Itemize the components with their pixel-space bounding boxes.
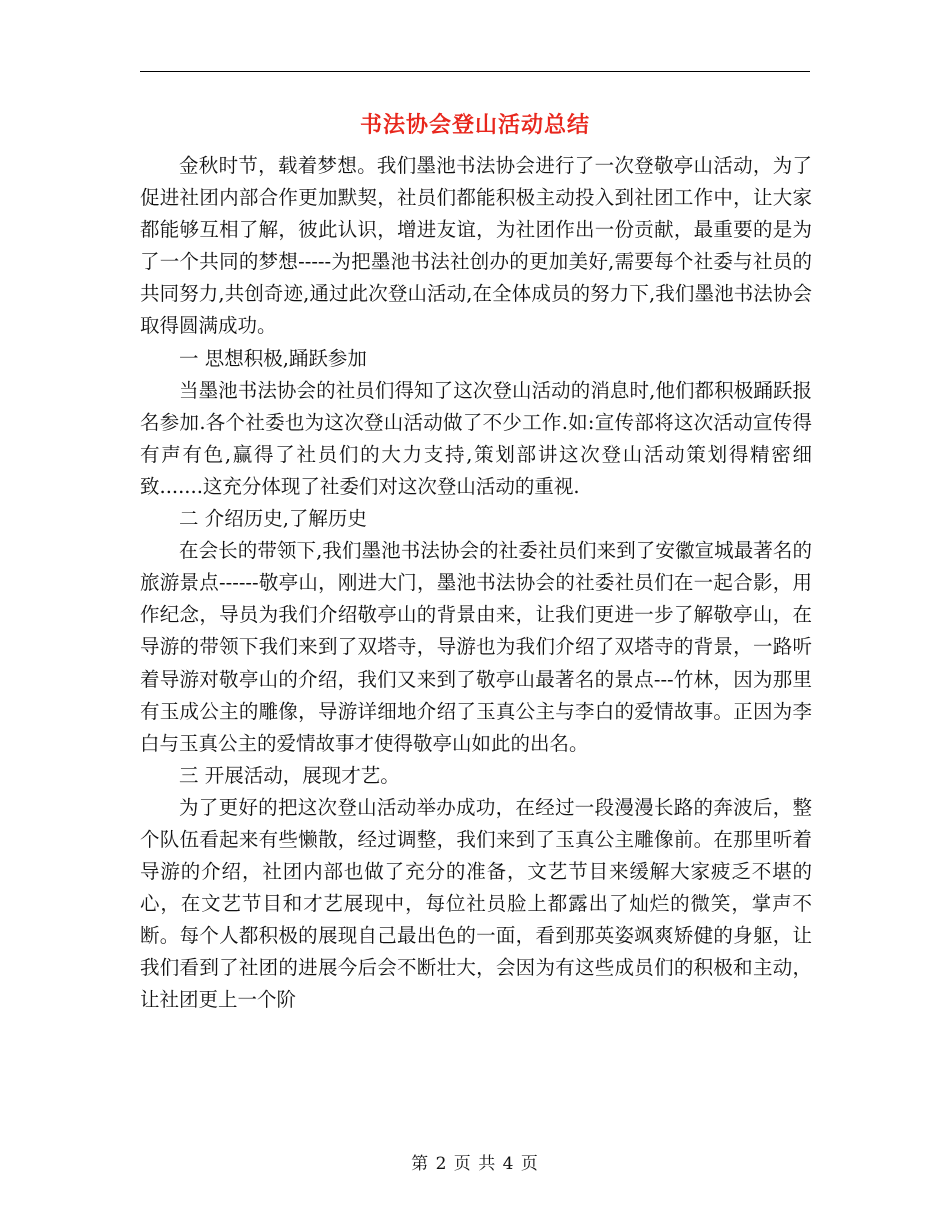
paragraph-section-3: 为了更好的把这次登山活动举办成功，在经过一段漫漫长路的奔波后，整个队伍看起来有些懒散，经过调整，我们来到了玉真公主雕像前。在那里听着导游的介绍，社团内部也做了充分的准备，文艺节目来缓解大家疲乏不堪的心，在文艺节目和才艺展现中，每位社员脸上都露出了灿烂的微笑，掌声不断。每个人都积极的展现自己最出色的一面，看到那英姿飒爽矫健的身躯，让我们看到了社团的进展今后会不断壮大，会因为有这些成员们的积极和主动，让社团更上一个阶 — [140, 795, 812, 1012]
page-number-footer: 第 2 页 共 4 页 — [411, 1154, 539, 1174]
section-heading-3: 三 开展活动，展现才艺。 — [179, 763, 400, 787]
paragraph-section-1: 当墨池书法协会的社员们得知了这次登山活动的消息时,他们都积极踊跃报名参加.各个社委也为这次登山活动做了不少工作.如:宣传部将这次活动宣传得有声有色,赢得了社员们的大力支持,策划部讲这次登山活动策划得精密细致.......这充分体现了社委们对这次登山活动的重视. — [140, 378, 812, 498]
paragraph-section-2: 在会长的带领下,我们墨池书法协会的社委社员们来到了安徽宣城最著名的旅游景点------敬亭山，刚进大门，墨池书法协会的社委社员们在一起合影，用作纪念，导员为我们介绍敬亭山的背景由来，让我们更进一步了解敬亭山，在导游的带领下我们来到了双塔寺，导游也为我们介绍了双塔寺的背景，一路听着导游对敬亭山的介绍，我们又来到了敬亭山最著名的景点---竹林，因为那里有玉成公主的雕像，导游详细地介绍了玉真公主与李白的爱情故事。正因为李白与玉真公主的爱情故事才使得敬亭山如此的出名。 — [140, 539, 812, 755]
paragraph-intro: 金秋时节，载着梦想。我们墨池书法协会进行了一次登敬亭山活动，为了促进社团内部合作更加默契，社员们都能积极主动投入到社团工作中，让大家都能够互相了解，彼此认识，增进友谊，为社团作出一份贡献，最重要的是为了一个共同的梦想-----为把墨池书法社创办的更加美好,需要每个社委与社员的共同努力,共创奇迹,通过此次登山活动,在全体成员的努力下,我们墨池书法协会取得圆满成功。 — [140, 154, 812, 338]
document-body — [140, 150, 812, 1017]
section-heading-1: 一 思想积极,踊跃参加 — [179, 346, 367, 370]
header-rule — [140, 71, 810, 72]
document-title: 书法协会登山活动总结 — [359, 112, 590, 138]
section-heading-2: 二 介绍历史,了解历史 — [179, 507, 367, 531]
